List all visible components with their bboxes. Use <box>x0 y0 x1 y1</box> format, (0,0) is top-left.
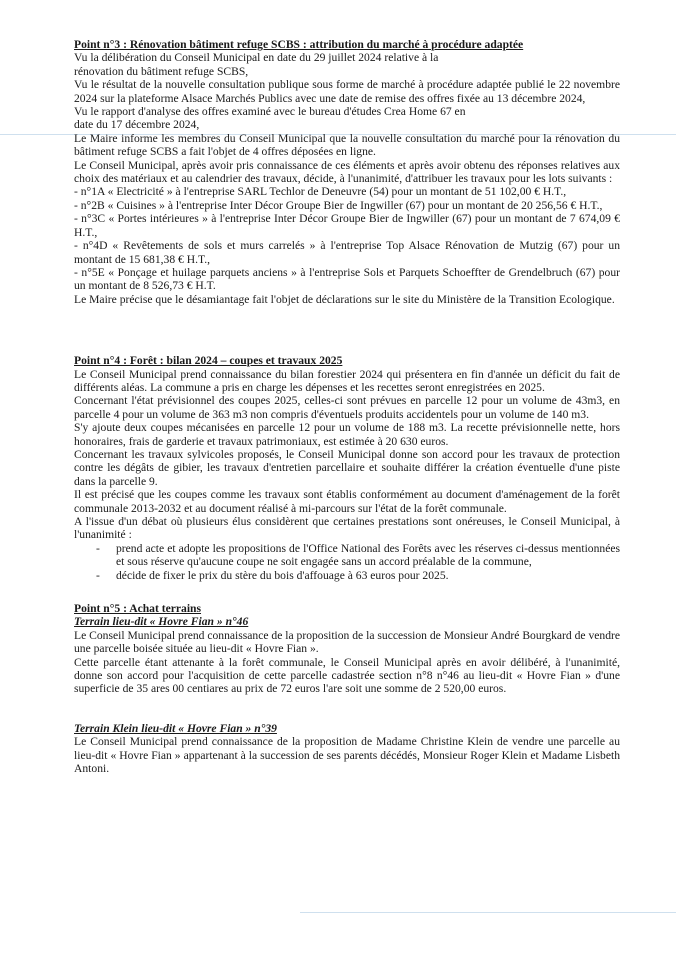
p4-paragraph: Concernant l'état prévisionnel des coupes 2025, celles-ci sont prévues en parcelle 12 pour un volume de 43m3, en parcelle 4 pour un volume de 363 m3 non compris d'éventuels produits accidentels pour un volume de 140 m3. <box>74 394 620 421</box>
p4-paragraph: S'y ajoute deux coupes mécanisées en parcelle 12 pour un volume de 188 m3. La recette prévisionnelle nette, hors honoraires, frais de garderie et travaux patrimoniaux, est estimée à 20 630 euros. <box>74 421 620 448</box>
scan-line-bottom <box>300 912 676 913</box>
spacer <box>74 306 620 354</box>
p3-line-4: date du 17 décembre 2024, <box>74 118 200 132</box>
p4-paragraph: Concernant les travaux sylvicoles proposés, le Conseil Municipal donne son accord pour les travaux de protection contre les dégâts de gibier, les travaux d'entretien parcellaire et souhaite différer la création éventuelle d'une piste dans la parcelle 9. <box>74 447 620 488</box>
spacer <box>74 696 620 722</box>
point-4-heading: Point n°4 : Forêt : bilan 2024 – coupes et travaux 2025 <box>74 354 343 368</box>
p3-line-3: Vu le rapport d'analyse des offres examiné avec le bureau d'études Crea Home 67 en <box>74 105 466 119</box>
p5-paragraph: Le Conseil Municipal prend connaissance de la proposition de Madame Christine Klein de vendre une parcelle au lieu-dit « Hovre Fian » appartenant à la succession de ses parents décédés, Monsieur Roger Klein et Madame Lisbeth Antoni. <box>74 735 620 776</box>
p3-lot-2b: - n°2B « Cuisines » à l'entreprise Inter Décor Groupe Bier de Ingwiller (67) pour un montant de 20 256,56 € H.T., <box>74 198 603 212</box>
p3-lot-4d: - n°4D « Revêtements de sols et murs carrelés » à l'entreprise Top Alsace Rénovation de Mutzig (67) pour un montant de 15 681,38 € H.T., <box>74 239 620 266</box>
section-point-3 <box>74 38 620 306</box>
p3-line-2: rénovation du bâtiment refuge SCBS, <box>74 64 249 78</box>
list-item-text: prend acte et adopte les propositions de l'Office National des Forêts avec les réserves ci-dessus mentionnées et sous réserve qu'aucune coupe ne soit engagée sans un accord préalable de la commune, <box>116 541 620 569</box>
p3-lot-5e: - n°5E « Ponçage et huilage parquets anciens » à l'entreprise Sols et Parquets Schoeffter de Grendelbruch (67) pour un montant de 8 526,73 € H.T. <box>74 265 620 293</box>
p4-decision-list <box>74 542 620 582</box>
section-point-5 <box>74 602 620 775</box>
document-page <box>74 38 620 776</box>
bullet-dash: - <box>96 568 100 582</box>
spacer <box>74 582 620 602</box>
section-point-4 <box>74 354 620 582</box>
p3-lot-1a: - n°1A « Electricité » à l'entreprise SARL Techlor de Deneuvre (54) pour un montant de 51 102,00 € H.T., <box>74 185 567 199</box>
p3-paragraph: Vu le résultat de la nouvelle consultation publique sous forme de marché à procédure adaptée publié le 22 novembre 2024 sur la plateforme Alsace Marchés Publics avec une date de remise des offres fixée au 13 décembre 2024, <box>74 78 620 105</box>
point-5-heading: Point n°5 : Achat terrains <box>74 602 202 616</box>
p3-paragraph: Le Maire précise que le désamiantage fait l'objet de déclarations sur le site du Ministère de la Transition Ecologique. <box>74 292 615 306</box>
list-item-text: décide de fixer le prix du stère du bois d'affouage à 63 euros pour 2025. <box>116 568 449 582</box>
p3-line-1: Vu la délibération du Conseil Municipal en date du 29 juillet 2024 relative à la <box>74 51 439 65</box>
p5-subheading-39: Terrain Klein lieu-dit « Hovre Fian » n°39 <box>74 721 277 735</box>
p4-paragraph: A l'issue d'un débat où plusieurs élus considèrent que certaines prestations sont onéreuses, le Conseil Municipal, à l'unanimité : <box>74 515 620 542</box>
p4-paragraph: Le Conseil Municipal prend connaissance du bilan forestier 2024 qui présentera en fin d'année un déficit du fait de différents aléas. La commune a pris en charge les dépenses et les recettes seront enregistrées en 2025. <box>74 367 620 394</box>
bullet-dash: - <box>96 541 100 555</box>
list-item <box>74 542 620 569</box>
point-3-heading: Point n°3 : Rénovation bâtiment refuge SCBS : attribution du marché à procédure adaptée <box>74 38 524 51</box>
p5-paragraph: Cette parcelle étant attenante à la forêt communale, le Conseil Municipal après en avoir délibéré, à l'unanimité, donne son accord pour l'acquisition de cette parcelle cadastrée section n°8 n°46 au lieu-dit « Hovre Fian » d'une superficie de 35 ares 00 centiares au prix de 72 euros l'are soit une somme de 2 520,00 euros. <box>74 655 620 696</box>
p3-paragraph: Le Maire informe les membres du Conseil Municipal que la nouvelle consultation du marché pour la rénovation du bâtiment refuge SCBS a fait l'objet de 4 offres déposées en ligne. <box>74 131 620 159</box>
p5-paragraph: Le Conseil Municipal prend connaissance de la proposition de la succession de Monsieur André Bourgkard de vendre une parcelle boisée située au lieu-dit « Hovre Fian ». <box>74 628 620 656</box>
p3-paragraph: Le Conseil Municipal, après avoir pris connaissance de ces éléments et après avoir obtenu des réponses relatives aux choix des matériaux et au calendrier des travaux, décide, à l'unanimité, d'attribuer les travaux pour les lots suivants : <box>74 158 620 186</box>
p5-subheading-46: Terrain lieu-dit « Hovre Fian » n°46 <box>74 615 249 629</box>
list-item <box>74 569 620 582</box>
p4-paragraph: Il est précisé que les coupes comme les travaux sont établis conformément au document d'aménagement de la forêt communale 2013-2032 et au document réalisé à mi-parcours sur l'état de la forêt communale. <box>74 488 620 515</box>
p3-lot-3c: - n°3C « Portes intérieures » à l'entreprise Inter Décor Groupe Bier de Ingwiller (67) pour un montant de 7 674,09 € H.T., <box>74 212 620 239</box>
